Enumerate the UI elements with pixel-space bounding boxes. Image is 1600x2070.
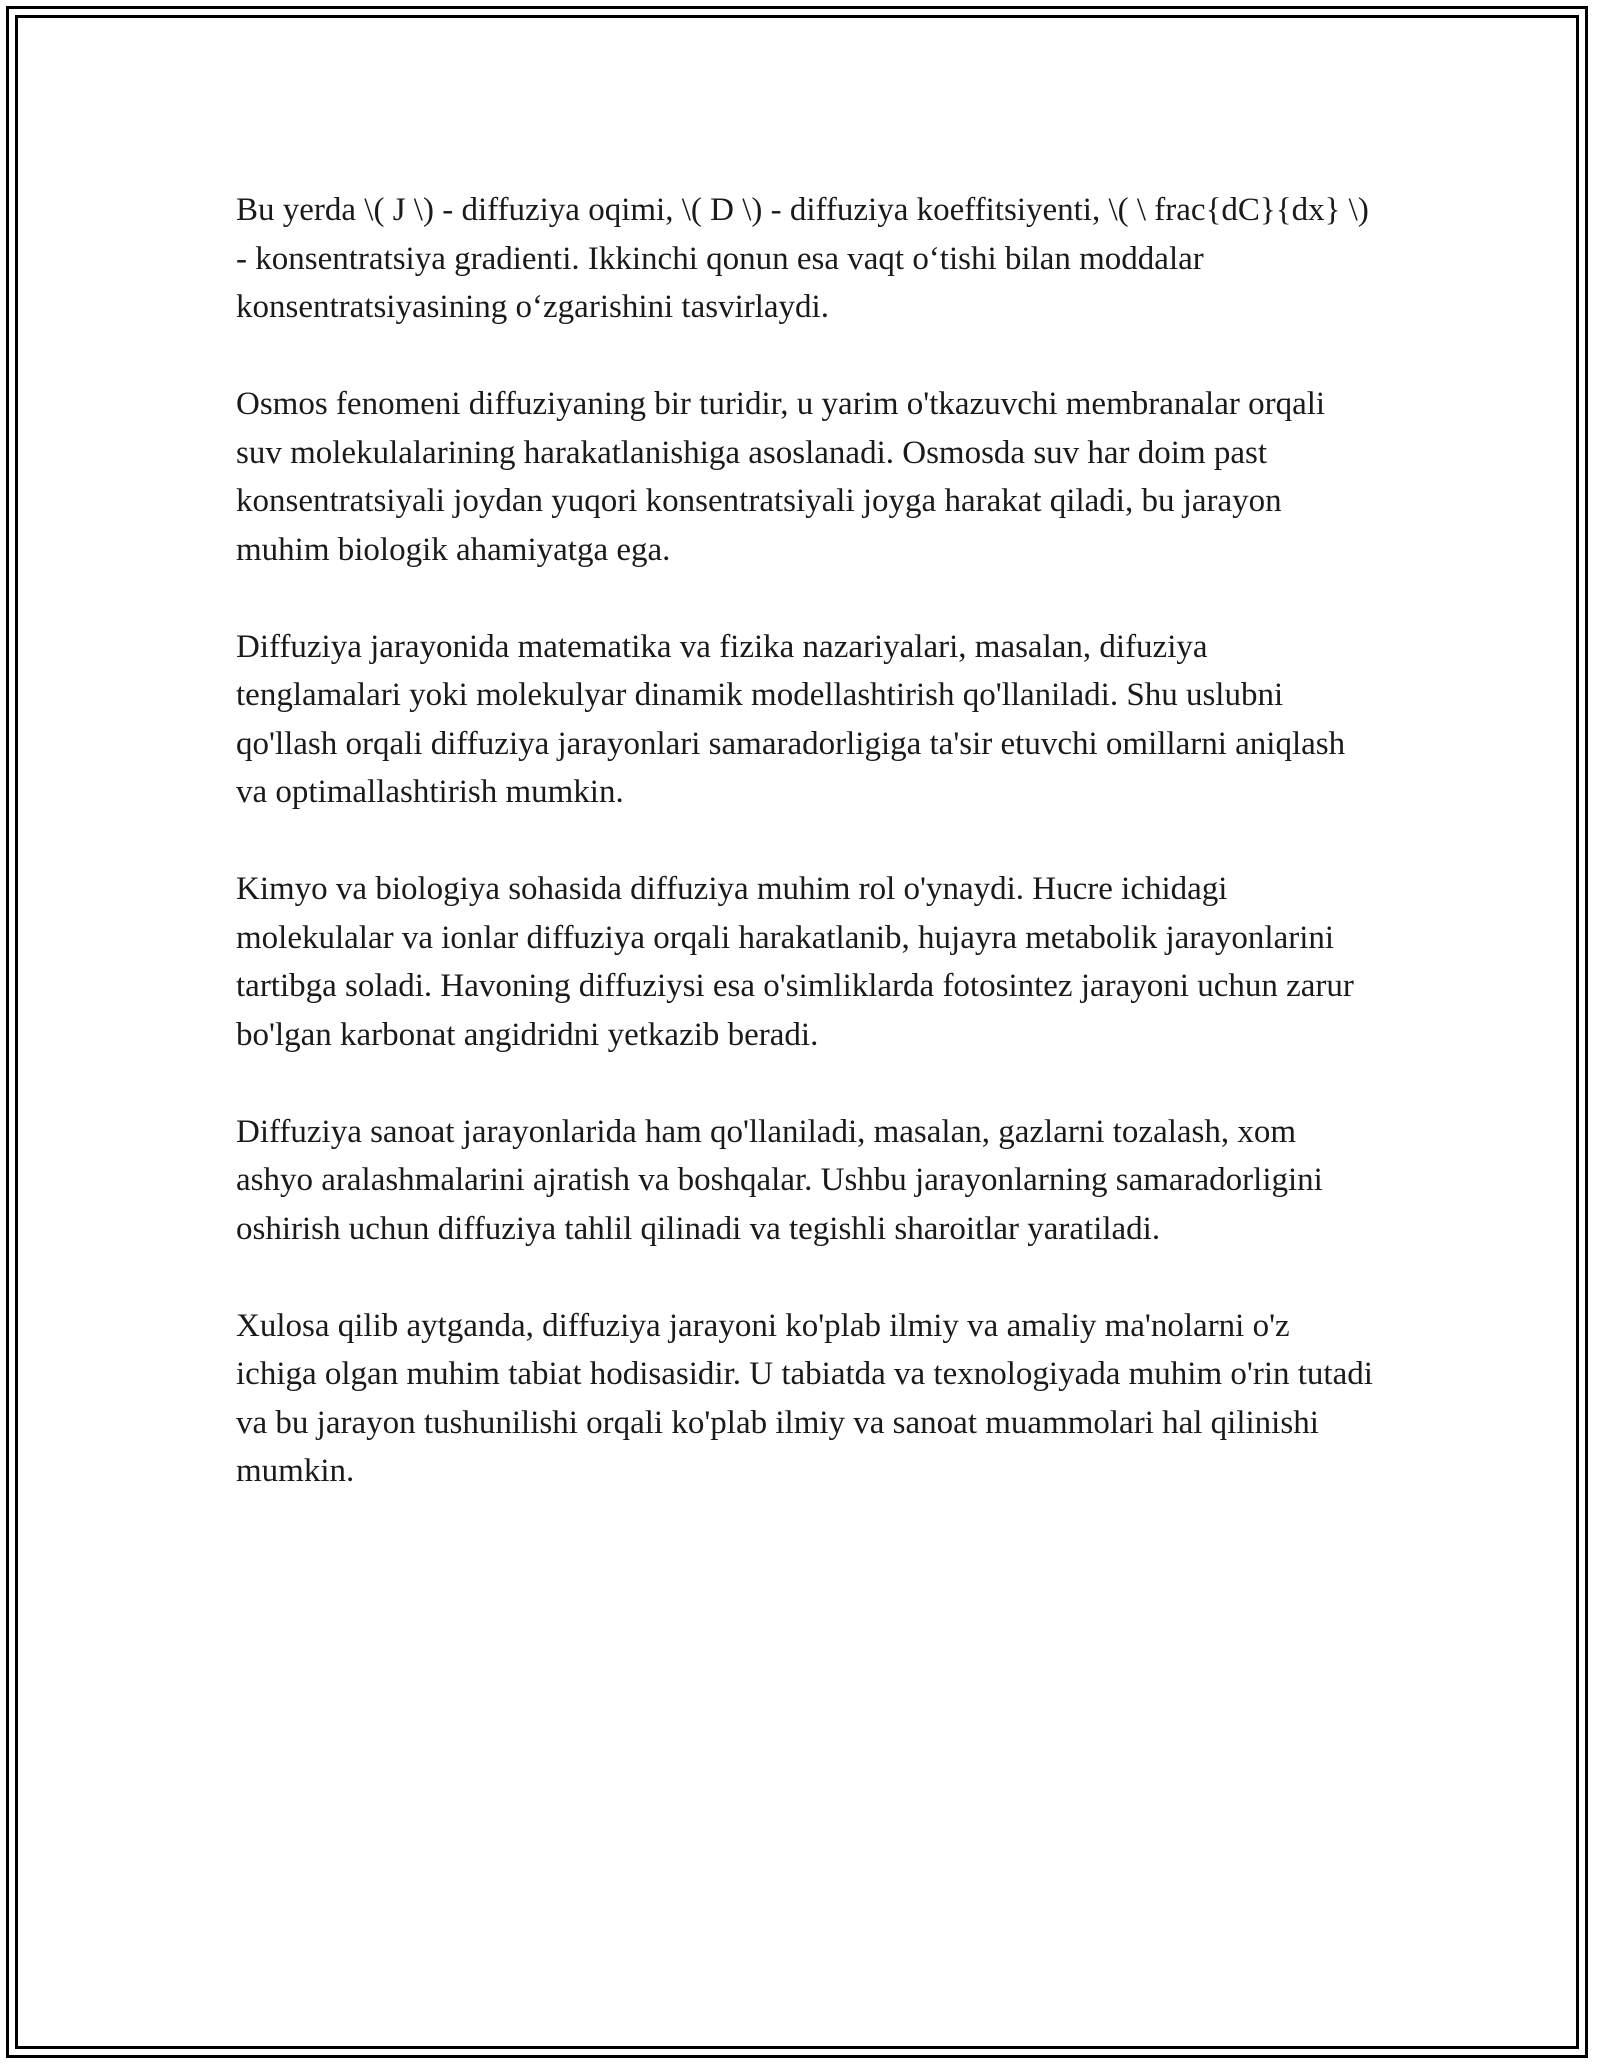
paragraph-chemistry-biology: Kimyo va biologiya sohasida diffuziya muhim rol o'ynaydi. Hucre ichidagi molekulalar va ionlar diffuziya orqali harakatlanib, hujayra metabolik jarayonlarini tartibga soladi. Havoning diffuziysi esa o'simliklarda fotosintez jarayoni uchun zarur bo'lgan karbonat angidridni yetkazib beradi.	[236, 871, 1354, 1053]
paragraph-osmosis: Osmos fenomeni diffuziyaning bir turidir, u yarim o'tkazuvchi membranalar orqali suv molekulalarining harakatlanishiga asoslanadi. Osmosda suv har doim past konsentratsiyali joydan yuqori konsentratsiyali joyga harakat qiladi, bu jarayon muhim biologik ahamiyatga ega.	[236, 386, 1326, 568]
paragraph-mathematics: Diffuziya jarayonida matematika va fizika nazariyalari, masalan, difuziya tenglamalari yoki molekulyar dinamik modellashtirish qo'llaniladi. Shu uslubni qo'llash orqali diffuziya jarayonlari samaradorligiga ta'sir etuvchi omillarni aniqlash va optimallashtirish mumkin.	[236, 628, 1346, 810]
paragraph-fick-law: Bu yerda \( J \) - diffuziya oqimi, \( D \) - diffuziya koeffitsiyenti, \( \ frac{dC}{dx} \) - konsentratsiya gradienti. Ikkinchi qonun esa vaqt o‘tishi bilan moddalar konsentratsiyasining o‘zgarishini tasvirlaydi.	[236, 192, 1369, 325]
paragraph-industry: Diffuziya sanoat jarayonlarida ham qo'llaniladi, masalan, gazlarni tozalash, xom ashyo aralashmalarini ajratish va boshqalar. Ushbu jarayonlarning samaradorligini oshirish uchun diffuziya tahlil qilinadi va tegishli sharoitlar yaratiladi.	[236, 1113, 1323, 1247]
paragraph-conclusion: Xulosa qilib aytganda, diffuziya jarayoni ko'plab ilmiy va amaliy ma'nolarni o'z ichiga olgan muhim tabiat hodisasidir. U tabiatda va texnologiyada muhim o'rin tutadi va bu jarayon tushunilishi orqali ko'plab ilmiy va sanoat muammolari hal qilinishi mumkin.	[236, 1307, 1373, 1489]
document-body	[236, 186, 1376, 1544]
